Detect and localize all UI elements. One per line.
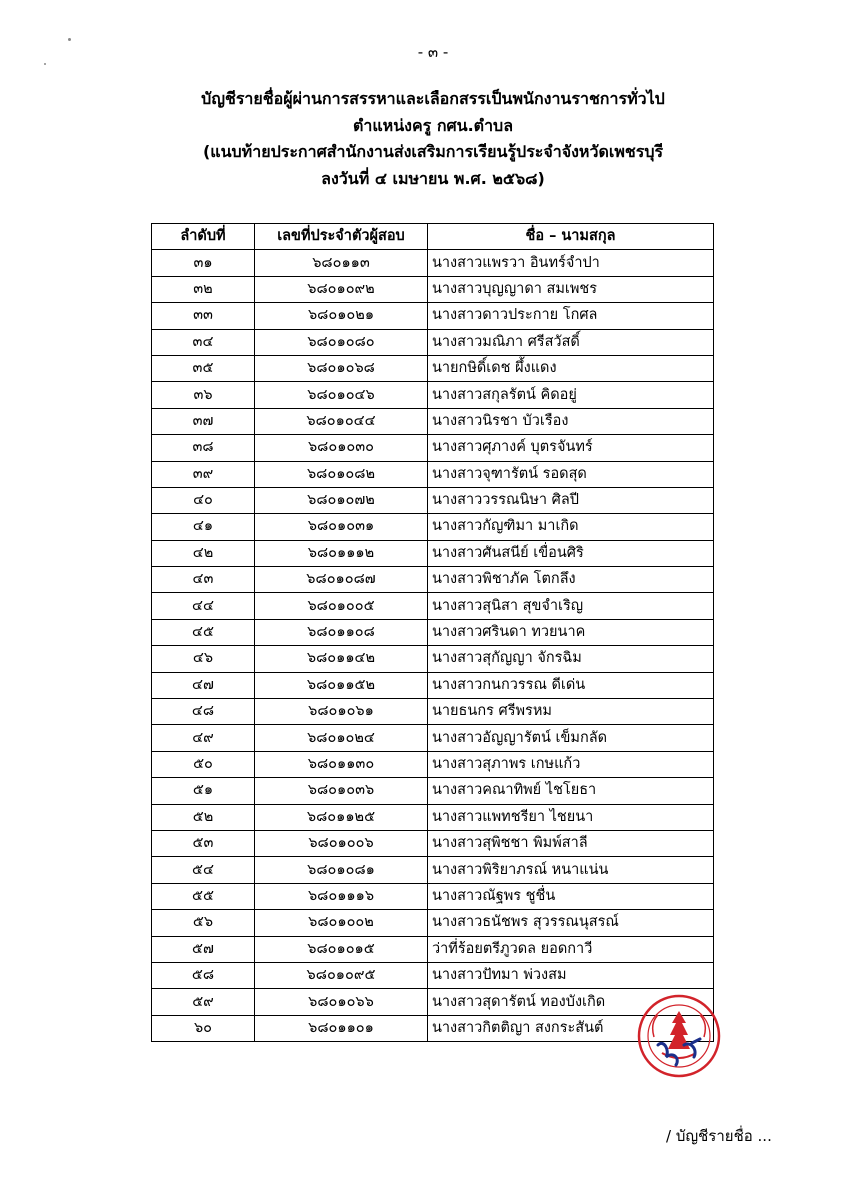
row-order: ๔๗ [152, 672, 255, 698]
row-order: ๕๔ [152, 857, 255, 883]
table-row [152, 672, 714, 698]
row-fullname: นางสาวจุฑารัตน์ รอดสุด [428, 461, 714, 487]
row-order: ๓๑ [152, 250, 255, 276]
table-header-row [152, 224, 714, 250]
table-row [152, 540, 714, 566]
table-row [152, 1015, 714, 1041]
row-order: ๓๘ [152, 435, 255, 461]
row-exam-id: ๖๘๐๑๐๘๐ [255, 329, 428, 355]
row-order: ๕๑ [152, 778, 255, 804]
row-order: ๔๖ [152, 646, 255, 672]
row-exam-id: ๖๘๐๑๐๖๑ [255, 699, 428, 725]
row-exam-id: ๖๘๐๑๑๐๘ [255, 619, 428, 645]
page-number: - ๓ - [417, 43, 449, 61]
table-row [152, 989, 714, 1015]
header-title: บัญชีรายชื่อผู้ผ่านการสรรหาและเลือกสรรเป็นพนักงานราชการทั่วไป [201, 89, 665, 108]
row-exam-id: ๖๘๐๑๐๒๔ [255, 725, 428, 751]
row-order: ๓๕ [152, 355, 255, 381]
row-exam-id: ๖๘๐๑๐๓๑ [255, 514, 428, 540]
row-exam-id: ๖๘๐๑๐๐๒ [255, 910, 428, 936]
row-order: ๓๒ [152, 276, 255, 302]
table-row [152, 778, 714, 804]
table-row [152, 593, 714, 619]
row-order: ๔๘ [152, 699, 255, 725]
row-exam-id: ๖๘๐๑๑๓๐ [255, 751, 428, 777]
row-order: ๕๖ [152, 910, 255, 936]
row-fullname: นางสาวณัฐพร ชูชื่น [428, 883, 714, 909]
row-fullname: นางสาวสุนิสา สุขจำเริญ [428, 593, 714, 619]
table-row [152, 804, 714, 830]
row-exam-id: ๖๘๐๑๐๓๐ [255, 435, 428, 461]
row-fullname: นางสาวศรินดา ทวยนาค [428, 619, 714, 645]
table-row [152, 408, 714, 434]
row-exam-id: ๖๘๐๑๐๙๒ [255, 276, 428, 302]
row-exam-id: ๖๘๐๑๑๔๒ [255, 646, 428, 672]
row-order: ๕๘ [152, 962, 255, 988]
row-fullname: นางสาวมณิภา ศรีสวัสดิ์ [428, 329, 714, 355]
row-fullname: นางสาวบุญญาดา สมเพชร [428, 276, 714, 302]
table-row [152, 329, 714, 355]
table-row [152, 962, 714, 988]
row-fullname: นายธนกร ศรีพรหม [428, 699, 714, 725]
row-order: ๕๗ [152, 936, 255, 962]
header-order: ลำดับที่ [152, 224, 255, 250]
table-row [152, 910, 714, 936]
continuation-note: / บัญชีรายชื่อ ... [666, 1127, 772, 1145]
row-order: ๔๑ [152, 514, 255, 540]
row-fullname: นายกษิดิ์เดช ผึ้งแดง [428, 355, 714, 381]
row-order: ๓๗ [152, 408, 255, 434]
row-order: ๔๕ [152, 619, 255, 645]
table-row [152, 435, 714, 461]
table-row [152, 699, 714, 725]
table-row [152, 567, 714, 593]
table-row [152, 936, 714, 962]
row-fullname: นางสาวแพทชรียา ไชยนา [428, 804, 714, 830]
row-fullname: นางสาวพิชาภัค โตกลึง [428, 567, 714, 593]
row-exam-id: ๖๘๐๑๐๘๑ [255, 857, 428, 883]
row-fullname: นางสาวสุกัญญา จักรฉิม [428, 646, 714, 672]
table-row [152, 830, 714, 856]
candidate-table [151, 223, 714, 1042]
row-fullname: นางสาวปัทมา พ่วงสม [428, 962, 714, 988]
row-order: ๓๔ [152, 329, 255, 355]
row-exam-id: ๖๘๐๑๑๒๕ [255, 804, 428, 830]
table-row [152, 857, 714, 883]
table-row [152, 514, 714, 540]
row-exam-id: ๖๘๐๑๐๗๒ [255, 487, 428, 513]
row-fullname: นางสาวดาวประกาย โกศล [428, 303, 714, 329]
row-fullname: นางสาวสุภาพร เกษแก้ว [428, 751, 714, 777]
header-exam-id: เลขที่ประจำตัวผู้สอบ [255, 224, 428, 250]
row-exam-id: ๖๘๐๑๑๕๒ [255, 672, 428, 698]
row-exam-id: ๖๘๐๑๐๖๖ [255, 989, 428, 1015]
row-exam-id: ๖๘๐๑๐๐๖ [255, 830, 428, 856]
row-fullname: นางสาวคณาทิพย์ ไชโยธา [428, 778, 714, 804]
row-fullname: นางสาวสุพิชชา พิมพ์สาลี [428, 830, 714, 856]
document-header [0, 86, 866, 192]
row-fullname: นางสาวกัญฑิมา มาเกิด [428, 514, 714, 540]
row-exam-id: ๖๘๐๑๐๓๖ [255, 778, 428, 804]
row-order: ๔๙ [152, 725, 255, 751]
header-fullname: ชื่อ – นามสกุล [428, 224, 714, 250]
row-order: ๕๒ [152, 804, 255, 830]
header-date: ลงวันที่ ๔ เมษายน พ.ศ. ๒๕๖๘) [321, 168, 545, 188]
row-fullname: นางสาวแพรวา อินทร์จำปา [428, 250, 714, 276]
row-fullname: นางสาวพิริยาภรณ์ หนาแน่น [428, 857, 714, 883]
row-order: ๖๐ [152, 1015, 255, 1041]
row-fullname: ว่าที่ร้อยตรีภูวดล ยอดกาวี [428, 936, 714, 962]
row-exam-id: ๖๘๐๑๑๓ [255, 250, 428, 276]
header-reference: (แนบท้ายประกาศสำนักงานส่งเสริมการเรียนรู้ประจำจังหวัดเพชรบุรี [202, 142, 664, 161]
row-exam-id: ๖๘๐๑๐๙๕ [255, 962, 428, 988]
row-order: ๓๙ [152, 461, 255, 487]
table-row [152, 382, 714, 408]
row-fullname: นางสาววรรณนิษา ศิลปี [428, 487, 714, 513]
row-order: ๕๓ [152, 830, 255, 856]
row-exam-id: ๖๘๐๑๐๖๘ [255, 355, 428, 381]
table-row [152, 619, 714, 645]
row-order: ๕๙ [152, 989, 255, 1015]
table-row [152, 725, 714, 751]
row-exam-id: ๖๘๐๑๐๔๖ [255, 382, 428, 408]
row-fullname: นางสาวสกุลรัตน์ คิดอยู่ [428, 382, 714, 408]
row-exam-id: ๖๘๐๑๑๑๖ [255, 883, 428, 909]
row-fullname: นางสาวศันสนีย์ เขื่อนศิริ [428, 540, 714, 566]
official-seal-icon [636, 993, 722, 1079]
row-order: ๔๐ [152, 487, 255, 513]
table-row [152, 487, 714, 513]
row-fullname: นางสาวธนัชพร สุวรรณนุสรณ์ [428, 910, 714, 936]
row-exam-id: ๖๘๐๑๑๐๑ [255, 1015, 428, 1041]
row-order: ๔๒ [152, 540, 255, 566]
row-fullname: นางสาวอัญญารัตน์ เข็มกลัด [428, 725, 714, 751]
row-fullname: นางสาวกนกวรรณ ดีเด่น [428, 672, 714, 698]
row-fullname: นางสาวสุดารัตน์ ทองบังเกิด [428, 989, 714, 1015]
table-row [152, 883, 714, 909]
row-order: ๕๕ [152, 883, 255, 909]
table-body [152, 250, 714, 1042]
row-exam-id: ๖๘๐๑๐๔๔ [255, 408, 428, 434]
table-row [152, 646, 714, 672]
row-exam-id: ๖๘๐๑๐๒๑ [255, 303, 428, 329]
row-fullname: นางสาวกิตติญา สงกระสันต์ [428, 1015, 714, 1041]
row-order: ๔๓ [152, 567, 255, 593]
table-row [152, 461, 714, 487]
row-exam-id: ๖๘๐๑๐๑๕ [255, 936, 428, 962]
table-row [152, 751, 714, 777]
table-row [152, 276, 714, 302]
row-exam-id: ๖๘๐๑๐๐๕ [255, 593, 428, 619]
row-order: ๓๓ [152, 303, 255, 329]
row-exam-id: ๖๘๐๑๐๘๒ [255, 461, 428, 487]
table-row [152, 303, 714, 329]
row-order: ๔๔ [152, 593, 255, 619]
header-position: ตำแหน่งครู กศน.ตำบล [352, 115, 514, 135]
row-order: ๕๐ [152, 751, 255, 777]
row-exam-id: ๖๘๐๑๑๑๒ [255, 540, 428, 566]
row-fullname: นางสาวศุภางค์ บุตรจันทร์ [428, 435, 714, 461]
row-fullname: นางสาวนิรชา บัวเรือง [428, 408, 714, 434]
row-order: ๓๖ [152, 382, 255, 408]
table-row [152, 250, 714, 276]
row-exam-id: ๖๘๐๑๐๘๗ [255, 567, 428, 593]
table-row [152, 355, 714, 381]
